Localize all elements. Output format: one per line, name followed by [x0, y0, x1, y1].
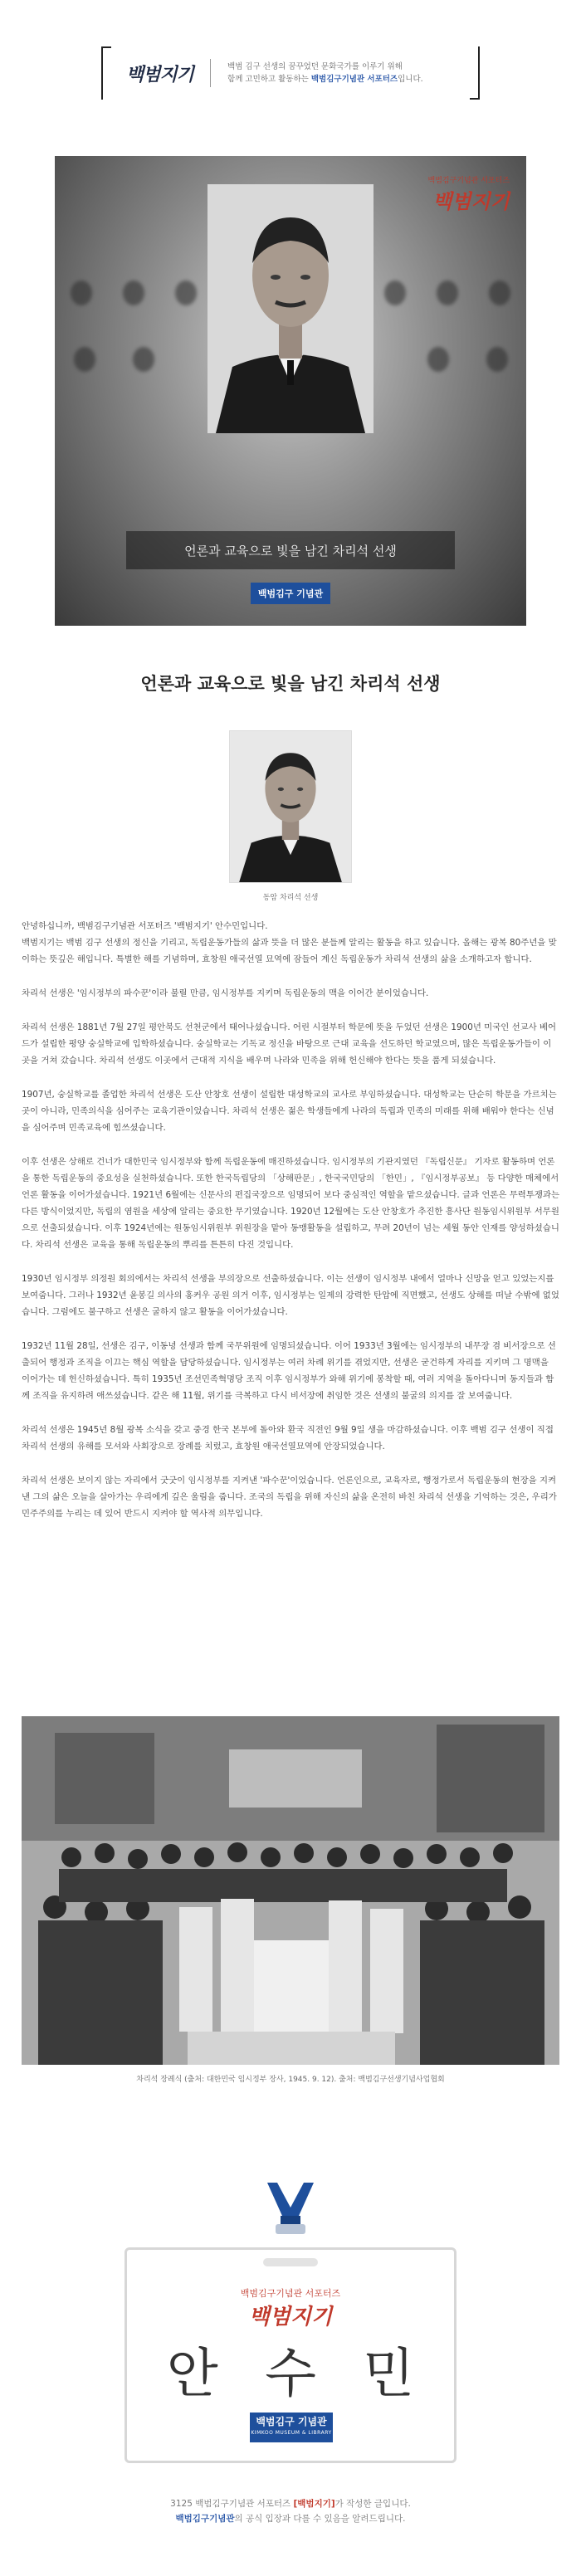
footer-line1	[0, 2496, 581, 2511]
header	[0, 0, 581, 141]
article-paragraph: 차리석 선생은 1881년 7월 27일 평안북도 선천군에서 태어나셨습니다. 어린 시절부터 학문에 뜻을 두었던 선생은 1900년 미국인 선교사 베어드가 설립한 평양 숭실학교에 입학하셨습니다. 숭실학교는 기독교 정신을 바탕으로 근대 교육을 선도하던 학교였으며, 많은 독립운동가들이 이곳을 거쳐 갔습니다. 차리석 선생도 이곳에서 근대적 지식을 배우며 나라와 민족을 위해 헌신해야 한다는 뜻을 품게 되셨습니다.	[22, 1022, 557, 1066]
hero-badge	[428, 174, 510, 214]
footer-line2-suffix: 의 공식 입장과 다를 수 있음을 알려드립니다.	[234, 2514, 406, 2524]
id-card-name: 안 수 민	[166, 2344, 430, 2405]
header-intro	[227, 61, 423, 85]
id-card-slot	[263, 2258, 318, 2266]
header-logo: 백범지기	[126, 63, 194, 85]
footer-line1-prefix: 3125 백범김구기념관 서포터즈	[170, 2499, 294, 2509]
id-card-subtitle: 백범김구기념관 서포터즈	[240, 2288, 341, 2299]
hero-image	[55, 156, 526, 626]
hero-brand-logo: 백범김구 기념관	[251, 583, 330, 604]
footer-line2-blue: 백범김구기념관	[175, 2514, 235, 2524]
id-card-brand-main: 백범김구 기념관	[256, 2416, 327, 2427]
article-paragraph: 차리석 선생은 1945년 8월 광복 소식을 갖고 중경 한국 본부에 돌아와 환국 직전인 9월 9일 생을 마감하셨습니다. 이후 백범 김구 선생이 직접 차리석 선생의 유해를 모셔와 사회장으로 장례를 치렀고, 효창원 애국선열묘역에 안장되었습니다.	[22, 1425, 554, 1451]
id-card-logo: 백범지기	[248, 2305, 333, 2330]
article-body	[22, 918, 559, 1539]
article-paragraph: 차리석 선생은 보이지 않는 자리에서 굿굿이 임시정부를 지켜낸 '파수꾼'이었습니다. 언론인으로, 교육자로, 행정가로서 독립운동의 현장을 지켜낸 그의 삶은 오늘을 살아가는 우리에게 깊은 울림을 줍니다. 조국의 독립을 위해 자신의 삶을 온전히 바친 차리석 선생을 기억하는 것은, 우리가 민주주의를 누리는 데 있어 반드시 지켜야 할 역사적 의무입니다.	[22, 1476, 557, 1519]
article-paragraph: 이후 선생은 상해로 건너가 대한민국 임시정부와 함께 독립운동에 매진하셨습니다. 임시정부의 기관지였던 『독립신문』 기자로 활동하며 언론을 통한 독립운동의 중요성을 실천하셨습니다. 또한 한국독립당의 「상해판문」, 한국국민당의 「한민」, 『임시정부공보』 등 다양한 매체에서 언론 활동을 이어가셨습니다. 1921년 6월에는 신문사의 편집국장으로 임명되어 보다 중심적인 역할을 맡으셨습니다. 글과 언론은 무력투쟁과는 다른 방식이었지만, 독립의 염원을 세상에 알리는 중요한 무기였습니다. 1920년 12월에는 도산 안창호가 추진한 흥사단 원동임시위원부 서무원으로 선출되셨습니다. 이후 1924년에는 원동임시위원부 위원장을 맡아 동맹활동을 설립하고, 무려 20년이 넘는 세월 동안 인재를 양성하셨습니다. 차리석 선생은 교육을 통해 독립운동의 뿌리를 튼튼히 다진 것입니다.	[22, 1157, 559, 1250]
article-paragraph: 1907년, 숭실학교를 졸업한 차리석 선생은 도산 안창호 선생이 설립한 대성학교의 교사로 부임하셨습니다. 대성학교는 단순히 학문을 가르치는 곳이 아니라, 민족의식을 심어주는 교육기관이었습니다. 차리석 선생은 젊은 학생들에게 나라의 독립과 민족의 미래를 위해 배워야 한다는 신념을 심어주며 민족교육에 힘쓰셨습니다.	[22, 1090, 557, 1133]
header-line2	[227, 73, 423, 85]
footer-line1-red: [백범지기]	[293, 2499, 335, 2509]
hero-badge-sub: 백범김구기념관 서포터즈	[427, 177, 510, 185]
header-line2-suffix: 입니다.	[398, 75, 423, 84]
article-paragraph: 1932년 11월 28일, 선생은 김구, 이동녕 선생과 함께 국무위원에 임명되셨습니다. 이어 1933년 3월에는 임시정부의 내무장 겸 비서장으로 선출되어 행정과 조직을 이끄는 핵심 역할을 담당하셨습니다. 임시정부는 여러 차례 위기를 겪었지만, 선생은 굳건하게 자리를 지키며 그 명맥을 이어가는 데 헌신하셨습니다. 특히 1935년 조선민족혁명당 조직 이후 임시정부가 와해 위기에 봉착할 때, 여러 지역을 돌아다니며 동지들과 함께 조직을 유지하려 애쓰셨습니다. 같은 해 11월, 위기를 극복하고 다시 비서장에 취임한 것은 선생의 불굴의 의지를 잘 보여줍니다.	[22, 1341, 556, 1401]
portrait-caption: 동암 차리석 선생	[262, 894, 319, 902]
funeral-photo-illustration	[22, 1716, 559, 2065]
header-line1: 백범 김구 선생의 꿈꾸었던 문화국가를 이루기 위해	[227, 62, 403, 71]
header-line2-prefix: 함께 고민하고 활동하는	[227, 75, 311, 84]
article-paragraph: 1930년 임시정부 의정원 회의에서는 차리석 선생을 부의장으로 선출하셨습니다. 이는 선생이 임시정부 내에서 얼마나 신망을 얻고 있었는지를 보여줍니다. 그러나 1932년 윤봉길 의사의 홍커우 공원 의거 이후, 임시정부는 일제의 강력한 탄압에 직면했고, 선생도 상해를 떠날 수밖에 없었습니다. 그럼에도 불구하고 선생은 굴하지 않고 활동을 이어가셨습니다.	[22, 1274, 559, 1317]
header-divider	[210, 59, 211, 87]
lanyard-clip-icon	[264, 2183, 317, 2236]
portrait-photo	[229, 730, 352, 883]
footer-line2	[0, 2511, 581, 2526]
header-frame	[101, 46, 480, 100]
funeral-photo	[22, 1716, 559, 2065]
hero-caption: 언론과 교육으로 빛을 남긴 차리석 선생	[126, 531, 455, 569]
article-paragraph: 안녕하십니까, 백범김구기념관 서포터즈 '백범지기' 안수민입니다. 백범지기는 백범 김구 선생의 정신을 기리고, 독립운동가들의 삶과 뜻을 더 많은 분들께 알리는 활동을 하고 있습니다. 올해는 광복 80주년을 맞이하는 뜻깊은 해입니다. 특별한 해를 기념하며, 효창원 애국선열 묘역에 잠들어 계신 독립운동가 차리석 선생의 삶을 소개하고자 합니다.	[22, 921, 557, 964]
id-card-brand	[250, 2413, 333, 2442]
portrait-illustration	[208, 184, 374, 433]
funeral-photo-caption: 차리석 장례식 (출처: 대한민국 임시정부 장사, 1945. 9. 12). 출처: 백범김구선생기념사업협회	[136, 2076, 445, 2084]
footer-line1-suffix: 가 작성한 글입니다.	[334, 2499, 411, 2509]
hero-badge-logo: 백범지기	[432, 189, 510, 213]
portrait-illustration-small	[230, 731, 351, 882]
header-line2-accent: 백범김구기념관 서포터즈	[310, 75, 398, 84]
id-card	[124, 2247, 456, 2463]
footer-note	[0, 2496, 581, 2526]
article-title: 언론과 교육으로 빛을 남긴 차리석 선생	[140, 674, 441, 694]
id-card-brand-tiny: KIMKOO MUSEUM & LIBRARY	[251, 2430, 332, 2436]
article-paragraph: 차리석 선생은 '임시정부의 파수꾼'이라 불릴 만큼, 임시정부를 지키며 독립운동의 맥을 이어간 분이었습니다.	[22, 988, 429, 998]
